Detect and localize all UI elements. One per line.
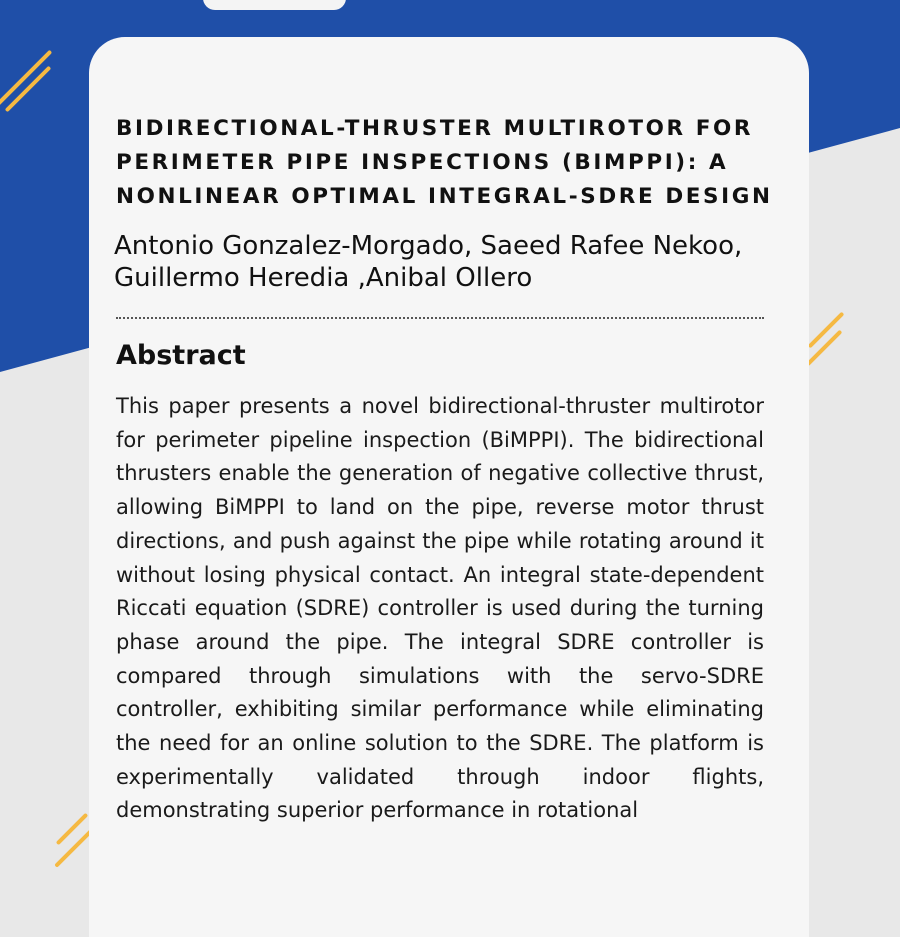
author-list: Antonio Gonzalez-Morgado, Saeed Rafee Nekoo, Guillermo Heredia ,Anibal Ollero xyxy=(114,231,743,293)
dotted-divider xyxy=(116,317,764,319)
abstract-text: This paper presents a novel bidirectional-thruster multirotor for perimeter pipeline inspection (BiMPPI). The bidirectional thrusters enable the generation of negative collective thrust, allowing BiMPPI to land on the pipe, reverse motor thrust directions, and push against the pipe while rotating around it without losing physical contact. An integral state-dependent Riccati equation (SDRE) controller is used during the turning phase around the pipe. The integral SDRE controller is compared through simulations with the servo-SDRE controller, exhibiting similar performance while eliminating the need for an online solution to the SDRE. The platform is experimentally validated through indoor flights, demonstrating superior performance in rotational xyxy=(116,394,764,823)
top-tab-decoration xyxy=(203,0,346,10)
decorative-stripe xyxy=(806,330,843,367)
paper-title: BIDIRECTIONAL-THRUSTER MULTIROTOR FOR PERIMETER PIPE INSPECTIONS (BIMPPI): A NONLINEAR OPTIMAL INTEGRAL-SDRE DESIGN xyxy=(116,116,773,209)
abstract-heading: Abstract xyxy=(116,340,246,371)
decorative-stripe xyxy=(54,828,94,868)
